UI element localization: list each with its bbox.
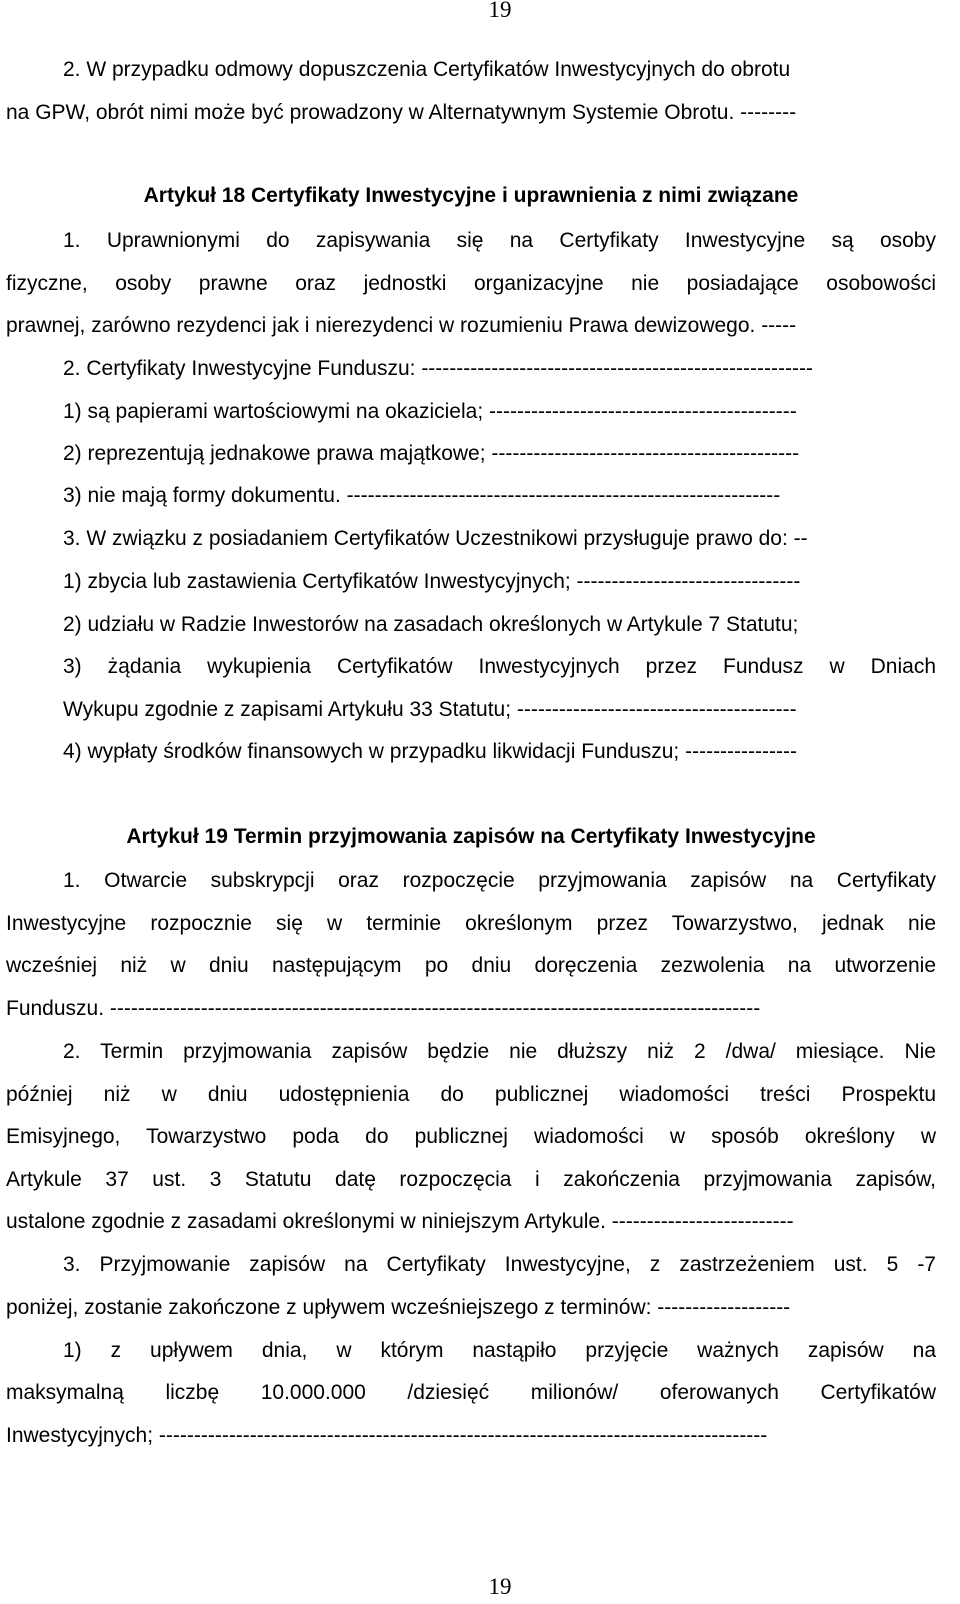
text-line: 3) żądania wykupienia Certyfikatów Inwestycyjnych przez Fundusz w Dniach xyxy=(63,655,936,678)
text-line: na GPW, obrót nimi może być prowadzony w Alternatywnym Systemie Obrotu. -------- xyxy=(6,101,797,124)
text-line: 2. Certyfikaty Inwestycyjne Funduszu: -------------------------------------------------------- xyxy=(63,357,813,380)
text-line: prawnej, zarówno rezydenci jak i nierezydenci w rozumieniu Prawa dewizowego. ----- xyxy=(6,314,797,337)
text-line: 1. Uprawnionymi do zapisywania się na Certyfikaty Inwestycyjne są osoby xyxy=(63,229,936,252)
text-line: 1) zbycia lub zastawienia Certyfikatów Inwestycyjnych; -------------------------------- xyxy=(63,570,801,593)
text-line: 2. Termin przyjmowania zapisów będzie nie dłuższy niż 2 /dwa/ miesiące. Nie xyxy=(63,1040,936,1063)
text-line: 2) udziału w Radzie Inwestorów na zasadach określonych w Artykule 7 Statutu; xyxy=(63,613,799,636)
text-line: 3. W związku z posiadaniem Certyfikatów Uczestnikowi przysługuje prawo do: -- xyxy=(63,527,808,550)
text-line: 3) nie mają formy dokumentu. -------------------------------------------------------------- xyxy=(63,484,781,507)
text-line: Inwestycyjnych; --------------------------------------------------------------------------------------- xyxy=(6,1424,768,1447)
text-line: ustalone zgodnie z zasadami określonymi w niniejszym Artykule. -------------------------- xyxy=(6,1210,794,1233)
text-line: 2) reprezentują jednakowe prawa majątkowe; -------------------------------------------- xyxy=(63,442,800,465)
page-number-top: 19 xyxy=(488,0,512,22)
text-line: Artykule 37 ust. 3 Statutu datę rozpoczęcia i zakończenia przyjmowania zapisów, xyxy=(6,1168,936,1191)
text-line: wcześniej niż w dniu następującym po dniu doręczenia zezwolenia na utworzenie xyxy=(6,954,936,977)
text-line: 4) wypłaty środków finansowych w przypadku likwidacji Funduszu; ---------------- xyxy=(63,740,797,763)
text-line: 3. Przyjmowanie zapisów na Certyfikaty Inwestycyjne, z zastrzeżeniem ust. 5 -7 xyxy=(63,1253,936,1276)
text-line: 1) są papierami wartościowymi na okaziciela; -------------------------------------------- xyxy=(63,400,797,423)
text-line: 1) z upływem dnia, w którym nastąpiło przyjęcie ważnych zapisów na xyxy=(63,1339,936,1362)
text-line: Inwestycyjne rozpocznie się w terminie określonym przez Towarzystwo, jednak nie xyxy=(6,912,936,935)
text-line: później niż w dniu udostępnienia do publicznej wiadomości treści Prospektu xyxy=(6,1083,936,1106)
text-line: poniżej, zostanie zakończone z upływem wcześniejszego z terminów: ------------------- xyxy=(6,1296,791,1319)
text-line: 1. Otwarcie subskrypcji oraz rozpoczęcie przyjmowania zapisów na Certyfikaty xyxy=(63,869,936,892)
text-line: fizyczne, osoby prawne oraz jednostki organizacyjne nie posiadające osobowości xyxy=(6,272,936,295)
page-number-bottom: 19 xyxy=(488,1574,512,1599)
text-line: Emisyjnego, Towarzystwo poda do publicznej wiadomości w sposób określony w xyxy=(6,1125,936,1148)
article-19-heading: Artykuł 19 Termin przyjmowania zapisów na Certyfikaty Inwestycyjne xyxy=(126,825,816,848)
text-line: maksymalną liczbę 10.000.000 /dziesięć milionów/ oferowanych Certyfikatów xyxy=(6,1381,936,1404)
article-18-heading: Artykuł 18 Certyfikaty Inwestycyjne i uprawnienia z nimi związane xyxy=(143,184,799,207)
text-line: Wykupu zgodnie z zapisami Artykułu 33 Statutu; ---------------------------------------- xyxy=(63,698,797,721)
text-line: 2. W przypadku odmowy dopuszczenia Certyfikatów Inwestycyjnych do obrotu xyxy=(63,58,791,81)
text-line: Funduszu. --------------------------------------------------------------------------------------------- xyxy=(6,997,761,1020)
